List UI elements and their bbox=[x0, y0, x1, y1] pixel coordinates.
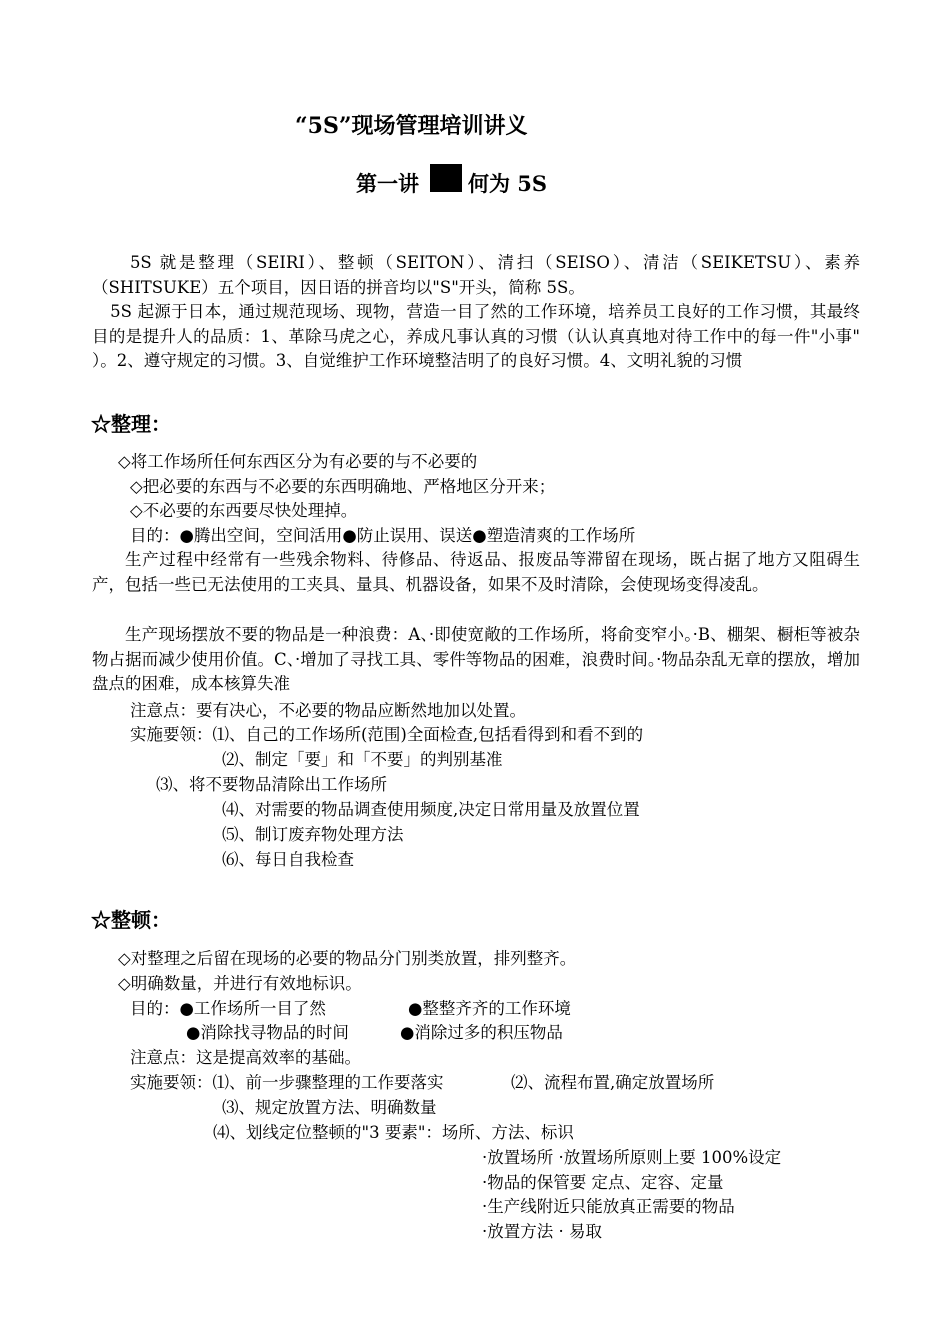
seiri-note: 注意点：要有决心，不必要的物品应断然地加以处置。 bbox=[130, 701, 526, 720]
section-heading-seiri: ☆整理： bbox=[91, 412, 171, 436]
seiri-impl-2: ⑵、制定「要」和「不要」的判别基准 bbox=[222, 750, 503, 769]
lecture-prefix: 第一讲 bbox=[356, 171, 419, 196]
seiton-sub-4: ·放置方法 · 易取 bbox=[482, 1222, 602, 1241]
seiton-sub-1: ·放置场所 ·放置场所原则上要 100%设定 bbox=[482, 1148, 782, 1167]
seiton-impl-1a: 实施要领：⑴、前一步骤整理的工作要落实 bbox=[130, 1073, 444, 1092]
lecture-suffix: 何为 5S bbox=[468, 171, 548, 196]
seiton-purpose-1a: 目的：●工作场所一目了然 bbox=[130, 999, 326, 1018]
seiri-purpose: 目的：●腾出空间，空间活用●防止误用、误送●塑造清爽的工作场所 bbox=[130, 526, 636, 545]
seiri-impl-5: ⑸、制订废弃物处理方法 bbox=[222, 825, 404, 844]
seiri-paragraph-1: 生产过程中经常有一些残余物料、待修品、待返品、报废品等滞留在现场，既占据了地方又阻碍生产，包括一些已无法使用的工夹具、量具、机器设备，如果不及时清除，会使现场变得凌乱。 bbox=[92, 550, 860, 594]
seiton-note: 注意点：这是提高效率的基础。 bbox=[130, 1048, 361, 1067]
seiton-sub-3: ·生产线附近只能放真正需要的物品 bbox=[482, 1197, 735, 1216]
black-square-mark bbox=[430, 164, 462, 192]
section-heading-seiton: ☆整顿： bbox=[91, 908, 171, 932]
seiri-impl-4: ⑷、对需要的物品调查使用频度,决定日常用量及放置位置 bbox=[222, 800, 640, 819]
intro-paragraph-1: 5S 就是整理（SEIRI）、整顿（SEITON）、清扫（SEISO）、清洁（SEIKETSU）、素养（SHITSUKE）五个项目，因日语的拼音均以"S"开头，简称 5S。 bbox=[92, 253, 860, 297]
seiri-impl-6: ⑹、每日自我检查 bbox=[222, 850, 354, 869]
seiri-impl-1: 实施要领：⑴、自己的工作场所(范围)全面检查,包括看得到和看不到的 bbox=[130, 725, 644, 744]
seiton-sub-2: ·物品的保管要 定点、定容、定量 bbox=[482, 1173, 724, 1192]
seiri-line-2: ◇把必要的东西与不必要的东西明确地、严格地区分开来； bbox=[130, 477, 556, 496]
seiri-impl-3: ⑶、将不要物品清除出工作场所 bbox=[156, 775, 387, 794]
seiton-purpose-2b: ●消除过多的积压物品 bbox=[400, 1023, 563, 1042]
seiri-paragraph-2: 生产现场摆放不要的物品是一种浪费：A、·即使宽敞的工作场所，将俞变窄小。·B、棚架、橱柜等被杂物占据而减少使用价值。C、·增加了寻找工具、零件等物品的困难，浪费时间。·物品杂乱无章的摆放，增加盘点的困难，成本核算失准 bbox=[92, 625, 860, 693]
seiton-purpose-1b: ●整整齐齐的工作环境 bbox=[408, 999, 571, 1018]
seiton-line-1: ◇对整理之后留在现场的必要的物品分门别类放置，排列整齐。 bbox=[118, 949, 577, 968]
intro-paragraph-2: 5S 起源于日本，通过规范现场、现物，营造一目了然的工作环境，培养员工良好的工作习惯，其最终目的是提升人的品质：1、革除马虎之心，养成凡事认真的习惯（认认真真地对待工作中的每一件"小事" ）。2、遵守规定的习惯。3、自觉维护工作环境整洁明了的良好习惯。4、文明礼貌的习惯 bbox=[92, 302, 860, 370]
document-title: “5S”现场管理培训讲义 bbox=[295, 113, 528, 139]
seiton-line-2: ◇明确数量，并进行有效地标识。 bbox=[118, 974, 362, 993]
seiton-impl-1b: ⑵、流程布置,确定放置场所 bbox=[511, 1073, 715, 1092]
seiton-purpose-2a: ●消除找寻物品的时间 bbox=[186, 1023, 349, 1042]
seiton-impl-3: ⑶、规定放置方法、明确数量 bbox=[222, 1098, 437, 1117]
seiri-line-3: ◇不必要的东西要尽快处理掉。 bbox=[130, 501, 358, 520]
seiton-impl-4: ⑷、划线定位整顿的"3 要素"：场所、方法、标识 bbox=[213, 1123, 574, 1142]
seiri-line-1: ◇将工作场所任何东西区分为有必要的与不必要的 bbox=[118, 452, 478, 471]
